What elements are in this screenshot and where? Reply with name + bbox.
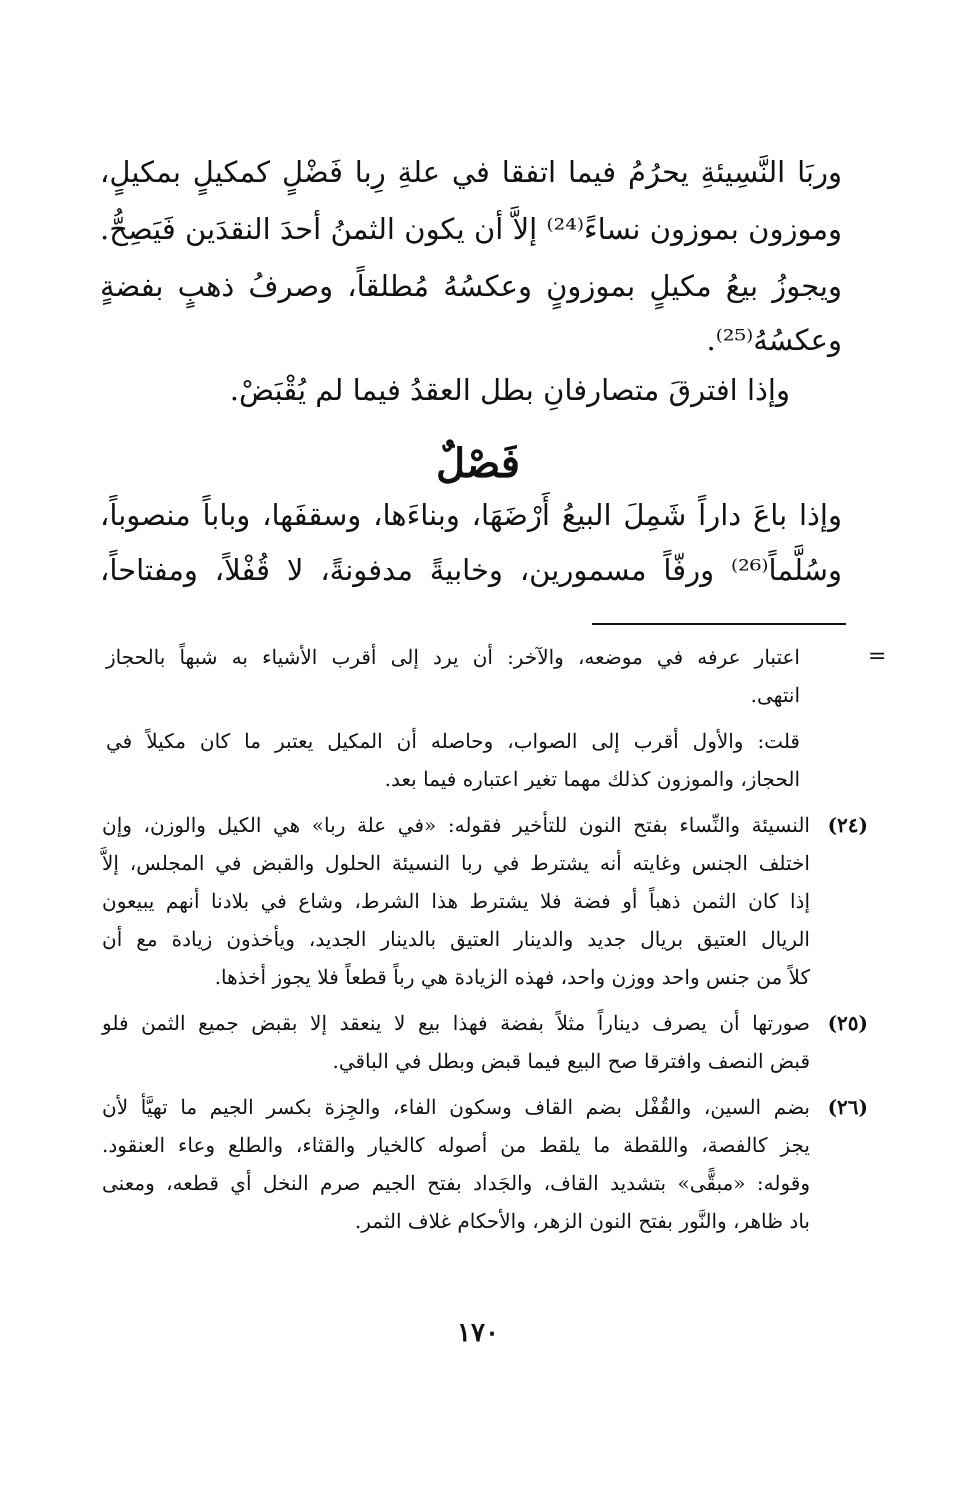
footnote-26-line-4: باد ظاهر، والنَّور بفتح النون الزهر، والأحكام غلاف الثمر. (354, 1209, 810, 1233)
footnote-continuation-line-2: انتهى. (750, 683, 800, 707)
footnote-marker-24: (٢٤) (827, 813, 868, 837)
footnote-26-line-3: وقوله: «مبقًّى» بتشديد القاف، والجَداد بفتح الجيم صرم النخل أي قطعه، ومعنى (102, 1171, 810, 1195)
footnote-continuation-line-1: اعتبار عرفه في موضعه، والآخر: أن يرد إلى أقرب الأشياء به شبهاً بالحجاز (106, 645, 800, 669)
page-number: ١٧٠ (457, 1318, 499, 1348)
main-line-4: وعكسُهُ⁽²⁵⁾. (706, 323, 842, 357)
main-line-3: ويجوزُ بيعُ مكيلٍ بموزونٍ وعكسُهُ مُطلقاً، وصرفُ ذهبٍ بفضةٍ (100, 269, 842, 303)
footnote-24-line-4: الريال العتيق بريال جديد والدينار العتيق بالدينار الجديد، ويأخذون زيادة مع أن (102, 927, 810, 951)
footnote-24-line-2: اختلف الجنس وغايته أنه يشترط في ربا النسيئة الحلول والقبض في المجلس، إلاَّ (102, 851, 810, 875)
section-line-1: وإذا باعَ داراً شَمِلَ البيعُ أَرْضَهَا، وبناءَها، وسقفَها، وباباً منصوباً، (100, 498, 842, 532)
footnote-25-line-2: قبض النصف وافترقا صح البيع فيما قبض وبطل في الباقي. (332, 1049, 810, 1073)
main-line-2: وموزون بموزون نساءً⁽²⁴⁾ إلاَّ أن يكون الثمنُ أحدَ النقدَين فَيَصِحُّ. (100, 212, 842, 246)
footnote-marker-26: (٢٦) (827, 1095, 868, 1119)
footnote-26-line-2: يجز كالفصة، واللقطة ما يلقط من أصوله كالخيار والقثاء، والطلع وعاء العنقود. (102, 1133, 810, 1157)
section-line-2: وسُلَّماً⁽²⁶⁾ ورفّاً مسمورين، وخابيةً مدفونةً، لا قُفْلاً، ومفتاحاً، (100, 553, 842, 587)
section-heading: فَصْلٌ (435, 440, 521, 487)
footnote-marker-25: (٢٥) (827, 1011, 868, 1035)
footnote-24-line-3: إذا كان الثمن ذهباً أو فضة فلا يشترط هذا الشرط، وشاع في بلادنا أنهم يبيعون (102, 889, 810, 913)
footnote-26-line-1: بضم السين، والقُفْل بضم القاف وسكون الفاء، والجِزة بكسر الجيم ما تهيَّأ لأن (102, 1095, 810, 1119)
main-line-1: وربَا النَّسِيئةِ يحرُمُ فيما اتفقا في علةِ رِبا فَضْلٍ كمكيلٍ بمكيلٍ، (100, 155, 842, 189)
footnote-24-line-5: كلاً من جنس واحد ووزن واحد، فهذه الزيادة هي رباً قطعاً فلا يجوز أخذها. (214, 965, 810, 989)
footnote-continuation-line-3: قلت: والأول أقرب إلى الصواب، وحاصله أن المكيل يعتبر ما كان مكيلاً في (106, 729, 800, 753)
footnote-25-line-1: صورتها أن يصرف ديناراً مثلاً بفضة فهذا بيع لا ينعقد إلا بقبض جميع الثمن فلو (102, 1011, 810, 1035)
footnote-separator (592, 623, 846, 625)
main-line-5: وإذا افترقَ متصارفانِ بطل العقدُ فيما لم يُقْبَضْ. (229, 373, 790, 407)
continuation-mark: = (868, 644, 887, 669)
footnote-continuation-line-4: الحجاز، والموزون كذلك مهما تغير اعتباره فيما بعد. (384, 767, 800, 791)
footnote-24-line-1: النسيئة والنِّساء بفتح النون للتأخير فقوله: «في علة ربا» هي الكيل والوزن، وإن (102, 813, 810, 837)
